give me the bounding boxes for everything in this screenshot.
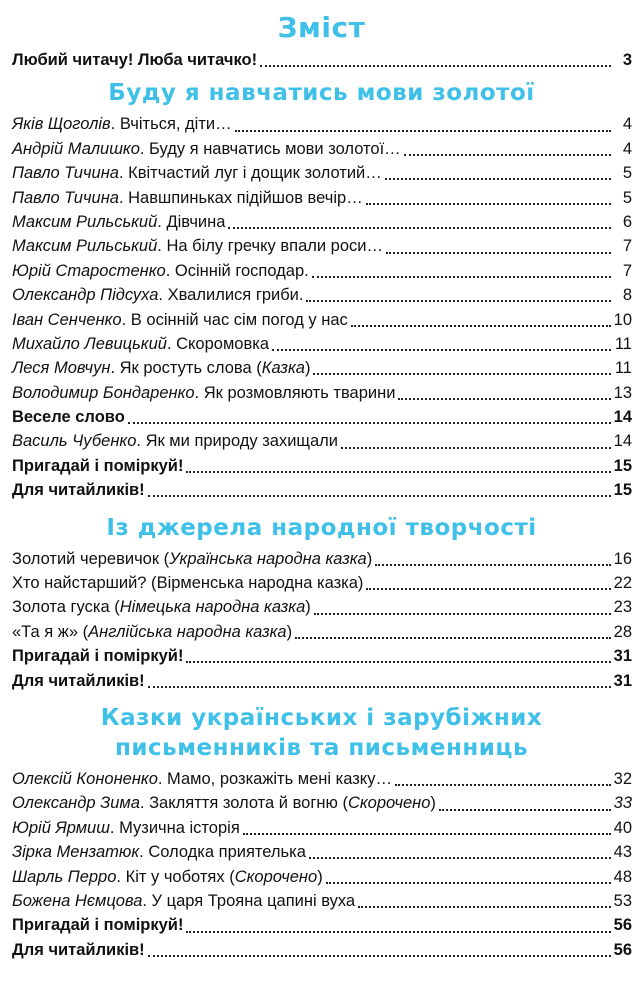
toc-entry-text xyxy=(12,669,145,693)
toc-note: Німецька народна казка xyxy=(119,598,306,617)
dot-leader xyxy=(366,203,611,205)
dot-leader xyxy=(228,227,611,229)
toc-row xyxy=(12,381,632,405)
toc-note: Вірменська народна казка xyxy=(156,574,358,593)
toc-sections xyxy=(0,78,643,962)
toc-entry-title: Буду я навчатись мови золотої… xyxy=(149,139,401,158)
toc-entry-text xyxy=(12,478,145,502)
toc-entry-title: «Та я ж» xyxy=(12,622,79,641)
toc-entry-title: Для читайликів! xyxy=(12,671,145,690)
toc-page-number: 5 xyxy=(622,164,632,183)
toc-row xyxy=(12,767,632,791)
toc-entry-title: Навшпиньках підійшов вечір… xyxy=(128,188,363,207)
toc-entry-text: Андрій Малишко. Буду я навчатись мови золотої… xyxy=(12,139,401,158)
toc-page-number: 3 xyxy=(622,51,632,69)
toc-row xyxy=(12,478,632,502)
toc-entry-text: Юрій Старостенко. Осінній господар. xyxy=(12,261,309,280)
toc-author: Шарль Перро xyxy=(12,867,117,886)
toc-entry-title: Веселе слово xyxy=(12,408,125,427)
toc-entry-title: Кіт у чоботях xyxy=(125,867,225,886)
toc-page-number: 5 xyxy=(622,188,632,207)
toc-entry-title: Для читайликів! xyxy=(12,481,145,500)
dot-leader xyxy=(404,154,611,156)
dot-leader xyxy=(313,373,611,375)
toc-entry-text xyxy=(12,938,145,962)
toc-entry-title: Скоромовка xyxy=(176,334,270,353)
dot-leader xyxy=(235,130,611,132)
section-heading: письменників та письменниць xyxy=(115,734,528,761)
toc-author: Олексій Кононенко xyxy=(12,769,158,788)
toc-page-number: 8 xyxy=(622,286,632,305)
dot-leader xyxy=(272,349,611,351)
toc-entry-text: Золотий черевичок (Українська народна казка) xyxy=(12,549,373,568)
toc-entry-title: На білу гречку впали роси… xyxy=(166,237,383,256)
toc-author: Юрій Старостенко xyxy=(12,261,166,280)
toc-page-number: 43 xyxy=(613,843,632,862)
toc-entry-title: Солодка приятелька xyxy=(148,843,306,862)
toc-entry-title: Квітчастий луг і дощик золотий… xyxy=(128,164,382,183)
toc-row xyxy=(12,620,632,644)
toc-row xyxy=(12,865,632,889)
toc-entry-text: Павло Тичина. Квітчастий луг і дощик золотий… xyxy=(12,164,382,183)
toc-entry-title: Вчіться, діти… xyxy=(119,115,232,134)
toc-page-number: 22 xyxy=(613,574,632,593)
dot-leader xyxy=(186,471,610,473)
toc-page-number: 7 xyxy=(622,237,632,256)
toc-row xyxy=(12,356,632,380)
dot-leader xyxy=(386,252,611,254)
table-of-contents xyxy=(0,8,643,1008)
toc-row xyxy=(12,938,632,962)
toc-page-number: 23 xyxy=(613,598,632,617)
toc-page-number: 7 xyxy=(622,261,632,280)
toc-entry-title: Пригадай і поміркуй! xyxy=(12,916,184,935)
dot-leader xyxy=(148,686,611,688)
toc-entry-text: Леся Мовчун. Як ростуть слова (Казка) xyxy=(12,359,311,378)
toc-page-number: 15 xyxy=(613,481,632,500)
toc-entry-title: Хто найстарший? xyxy=(12,574,147,593)
toc-row xyxy=(12,234,632,258)
toc-page-number: 11 xyxy=(614,359,632,378)
toc-entry-title: Золота гуска xyxy=(12,598,110,617)
dot-leader xyxy=(366,588,610,590)
toc-row xyxy=(12,259,632,283)
dot-leader xyxy=(148,495,611,497)
dot-leader xyxy=(439,809,611,811)
toc-page-number: 31 xyxy=(613,671,632,690)
dot-leader xyxy=(312,276,611,278)
toc-author: Павло Тичина xyxy=(12,164,119,183)
toc-page-number: 48 xyxy=(613,867,632,886)
toc-row xyxy=(12,840,632,864)
toc-row xyxy=(12,547,632,571)
toc-row-intro xyxy=(12,48,632,72)
dot-leader xyxy=(341,447,611,449)
toc-entry-title: Закляття золота й вогню xyxy=(149,794,338,813)
toc-entry-text xyxy=(12,405,125,429)
toc-row xyxy=(12,669,632,693)
toc-entry-text: Іван Сенченко. В осінній час сім погод у нас xyxy=(12,310,348,329)
toc-page-number: 32 xyxy=(613,769,632,788)
toc-page-number: 15 xyxy=(613,456,632,475)
toc-row xyxy=(12,889,632,913)
dot-leader xyxy=(398,398,610,400)
toc-note: Казка xyxy=(261,359,305,378)
dot-leader xyxy=(395,784,611,786)
toc-entry-text: Павло Тичина. Навшпиньках підійшов вечір… xyxy=(12,188,363,207)
toc-entry-text: Володимир Бондаренко. Як розмовляють тварини xyxy=(12,383,396,402)
toc-row xyxy=(12,137,632,161)
toc-entry-text xyxy=(12,913,183,937)
toc-entry-title: Осінній господар. xyxy=(174,261,309,280)
toc-page-number: 28 xyxy=(613,622,632,641)
toc-entry-title: Як розмовляють тварини xyxy=(203,383,396,402)
toc-note: Українська народна казка xyxy=(169,549,367,568)
section-heading: Із джерела народної творчості xyxy=(106,514,537,541)
toc-entry-text: Шарль Перро. Кіт у чоботях (Скорочено) xyxy=(12,867,323,886)
dot-leader xyxy=(309,857,611,859)
toc-page-number: 40 xyxy=(613,818,632,837)
toc-row xyxy=(12,332,632,356)
toc-page-number: 31 xyxy=(613,647,632,666)
toc-note: Англійська народна казка xyxy=(88,622,287,641)
toc-entry-text: Золота гуска (Німецька народна казка) xyxy=(12,598,311,617)
toc-author: Яків Щоголів xyxy=(12,115,111,134)
toc-author: Олександр Зима xyxy=(12,794,140,813)
dot-leader xyxy=(306,300,611,302)
toc-row xyxy=(12,454,632,478)
toc-row xyxy=(12,913,632,937)
toc-page-number: 14 xyxy=(613,432,632,451)
dot-leader xyxy=(186,661,610,663)
toc-author: Юрій Ярмиш xyxy=(12,818,110,837)
toc-entry-text: Олександр Зима. Закляття золота й вогню (Скорочено) xyxy=(12,794,436,813)
toc-page-number: 56 xyxy=(613,940,632,959)
dot-leader xyxy=(358,906,611,908)
toc-row xyxy=(12,791,632,815)
toc-entry-title: Як ростуть слова xyxy=(119,359,252,378)
toc-entry-title: Любий читачу! Люба читачко! xyxy=(12,51,258,69)
toc-page-number: 11 xyxy=(614,334,632,353)
toc-row xyxy=(12,210,632,234)
toc-entry-text: Олександр Підсуха. Хвалилися гриби. xyxy=(12,286,304,305)
toc-entry-text: Максим Рильський. На білу гречку впали роси… xyxy=(12,237,383,256)
dot-leader xyxy=(326,882,611,884)
toc-entry-title: Мамо, розкажіть мені казку… xyxy=(167,769,392,788)
dot-leader xyxy=(260,65,611,67)
toc-author: Зірка Мензатюк xyxy=(12,843,140,862)
dot-leader xyxy=(243,833,611,835)
toc-author: Павло Тичина xyxy=(12,188,119,207)
toc-row xyxy=(12,161,632,185)
toc-author: Андрій Малишко xyxy=(12,139,140,158)
toc-author: Володимир Бондаренко xyxy=(12,383,195,402)
toc-page-number: 4 xyxy=(622,139,632,158)
toc-page-number: 33 xyxy=(613,794,632,813)
dot-leader xyxy=(375,564,610,566)
toc-row xyxy=(12,186,632,210)
toc-page-number: 13 xyxy=(613,383,632,402)
toc-entry-title: Музична історія xyxy=(119,818,240,837)
toc-entry-text: Хто найстарший? (Вірменська народна казка) xyxy=(12,574,364,593)
page-title: Зміст xyxy=(277,11,366,44)
toc-author: Михайло Левицький xyxy=(12,334,167,353)
toc-row xyxy=(12,816,632,840)
dot-leader xyxy=(314,613,611,615)
toc-entry-title: В осінній час сім погод у нас xyxy=(130,310,348,329)
section-heading: Буду я навчатись мови золотої xyxy=(108,80,535,107)
dot-leader xyxy=(385,178,611,180)
toc-author: Леся Мовчун xyxy=(12,359,111,378)
toc-entry-title: Як ми природу захищали xyxy=(145,432,339,451)
toc-entry-title: Золотий черевичок xyxy=(12,549,160,568)
toc-row xyxy=(12,571,632,595)
toc-author: Максим Рильський xyxy=(12,237,158,256)
toc-entry-title: У царя Трояна цапині вуха xyxy=(151,891,356,910)
toc-author: Олександр Підсуха xyxy=(12,286,159,305)
toc-page-number: 4 xyxy=(622,115,632,134)
toc-entry-title: Дівчина xyxy=(166,212,226,231)
toc-entry-title: Хвалилися гриби. xyxy=(167,286,304,305)
toc-page-number: 6 xyxy=(622,212,632,231)
toc-page-number: 14 xyxy=(613,408,632,427)
toc-entry-text: Юрій Ярмиш. Музична історія xyxy=(12,818,240,837)
toc-entry-text xyxy=(12,454,183,478)
toc-note: Скорочено xyxy=(347,794,431,813)
toc-row xyxy=(12,308,632,332)
toc-author: Максим Рильський xyxy=(12,212,158,231)
toc-entry-text: Василь Чубенко. Як ми природу захищали xyxy=(12,432,339,451)
toc-entry-title: Пригадай і поміркуй! xyxy=(12,647,184,666)
toc-entry-title: Для читайликів! xyxy=(12,940,145,959)
toc-entry-text: Олексій Кононенко. Мамо, розкажіть мені казку… xyxy=(12,769,392,788)
toc-entry-text: Яків Щоголів. Вчіться, діти… xyxy=(12,115,232,134)
dot-leader xyxy=(148,955,611,957)
toc-row xyxy=(12,283,632,307)
toc-row xyxy=(12,405,632,429)
toc-author: Божена Нємцова xyxy=(12,891,143,910)
toc-row xyxy=(12,429,632,453)
toc-row xyxy=(12,595,632,619)
toc-page-number: 56 xyxy=(613,916,632,935)
toc-row xyxy=(12,644,632,668)
toc-entry-title: Пригадай і поміркуй! xyxy=(12,456,184,475)
toc-page-number: 53 xyxy=(613,891,632,910)
toc-entry-text: Михайло Левицький. Скоромовка xyxy=(12,334,270,353)
toc-page-number: 10 xyxy=(613,310,632,329)
toc-entry-text: «Та я ж» (Англійська народна казка) xyxy=(12,622,293,641)
toc-entry-text xyxy=(12,644,183,668)
toc-author: Василь Чубенко xyxy=(12,432,137,451)
dot-leader xyxy=(186,931,610,933)
section-heading: Казки українських і зарубіжних xyxy=(100,704,543,731)
toc-entry-text: Зірка Мензатюк. Солодка приятелька xyxy=(12,843,306,862)
dot-leader xyxy=(128,422,611,424)
dot-leader xyxy=(295,637,611,639)
dot-leader xyxy=(351,325,611,327)
toc-page-number: 16 xyxy=(613,549,632,568)
toc-author: Іван Сенченко xyxy=(12,310,122,329)
toc-note: Скорочено xyxy=(234,867,318,886)
toc-row xyxy=(12,112,632,136)
toc-entry-text: Максим Рильський. Дівчина xyxy=(12,212,226,231)
toc-entry-text: Божена Нємцова. У царя Трояна цапині вуха xyxy=(12,891,356,910)
